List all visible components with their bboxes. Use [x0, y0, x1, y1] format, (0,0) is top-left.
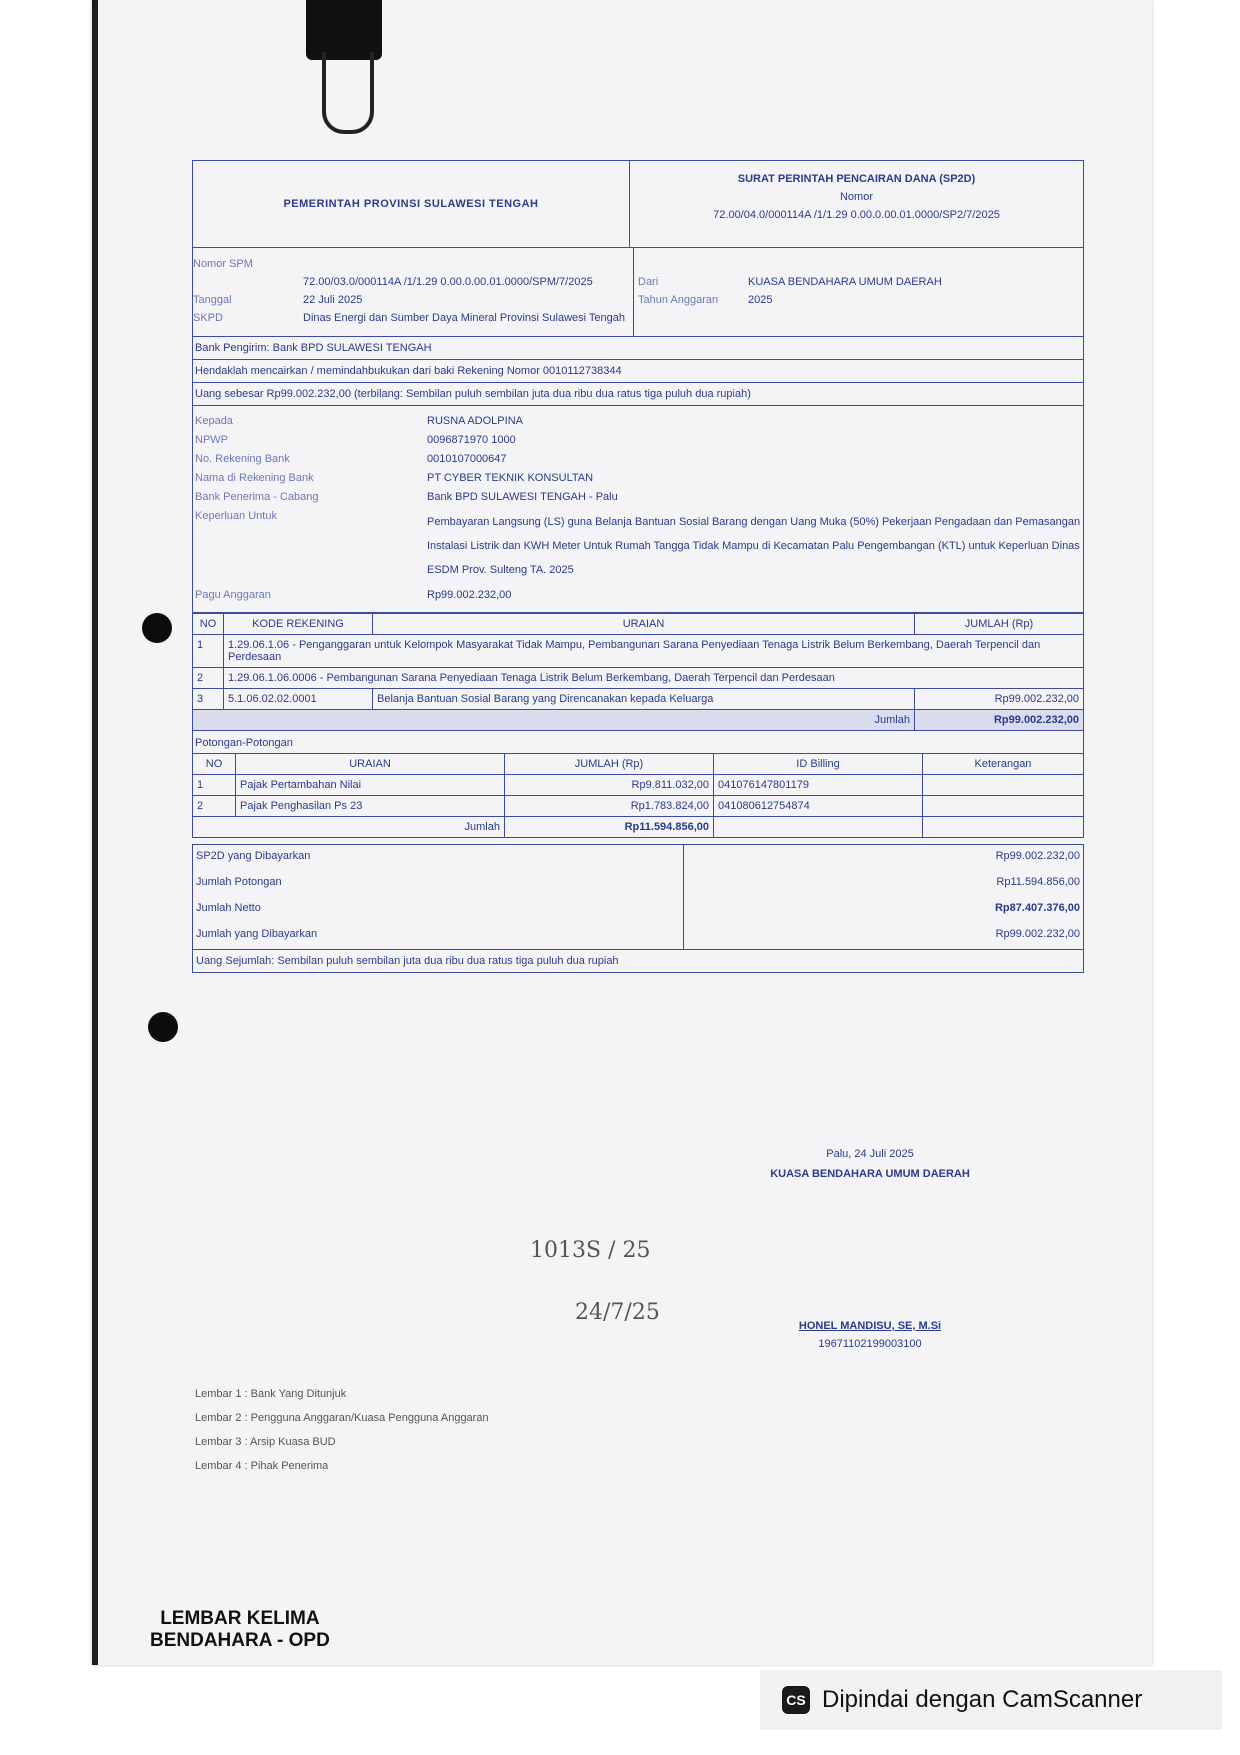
spm-label: Nomor SPM [193, 258, 253, 270]
table-header: NO [193, 754, 236, 775]
payee-label: No. Rekening Bank [195, 453, 290, 465]
dari-label: Dari [638, 276, 659, 288]
meta-right [634, 248, 1083, 336]
signer-role: KUASA BENDAHARA UMUM DAERAH [770, 1168, 970, 1180]
camscanner-watermark [760, 1670, 1222, 1730]
tahun-value: 2025 [748, 294, 773, 306]
meta-section [192, 248, 1084, 613]
government-name: PEMERINTAH PROVINSI SULAWESI TENGAH [193, 161, 630, 247]
summary-label: Jumlah Potongan [196, 876, 282, 888]
table-total-row [193, 817, 1084, 838]
skpd-value: Dinas Energi dan Sumber Daya Mineral Provinsi Sulawesi Tengah [303, 312, 626, 324]
table-header: URAIAN [373, 614, 915, 635]
camscanner-icon: CS [782, 1686, 810, 1714]
terbilang: Uang Sejumlah: Sembilan puluh sembilan juta dua ribu dua ratus tiga puluh dua rupiah [192, 950, 1084, 973]
summary-value: Rp99.002.232,00 [995, 928, 1080, 940]
bank-sender: Bank Pengirim: Bank BPD SULAWESI TENGAH [193, 336, 1083, 359]
punch-hole [142, 613, 172, 643]
tahun-label: Tahun Anggaran [638, 294, 719, 306]
binder-clip [306, 0, 382, 60]
row-billing: 041080612754874 [714, 796, 923, 817]
spm-value: 72.00/03.0/000114A /1/1.29 0.00.0.00.01.0000/SPM/7/2025 [303, 276, 593, 288]
signer-name: HONEL MANDISU, SE, M.Si [798, 1320, 942, 1332]
payee-block [193, 405, 1083, 612]
payee-label: NPWP [195, 434, 228, 446]
row-no: 1 [193, 635, 224, 668]
paper-edge [92, 0, 98, 1665]
title-block [630, 161, 1083, 247]
row-uraian: Pajak Pertambahan Nilai [236, 775, 505, 796]
total-value: Rp99.002.232,00 [915, 710, 1084, 731]
date-label: Tanggal [193, 294, 232, 306]
list-item: Lembar 4 : Pihak Penerima [195, 1460, 329, 1472]
payee-label: Pagu Anggaran [195, 589, 271, 601]
table-header: Keterangan [923, 754, 1084, 775]
payee-label: Kepada [195, 415, 233, 427]
stamp-line: BENDAHARA - OPD [150, 1630, 330, 1651]
place-date: Palu, 24 Juli 2025 [826, 1148, 914, 1160]
copy-stamp [150, 1608, 330, 1652]
table-header: JUMLAH (Rp) [915, 614, 1084, 635]
total-value: Rp11.594.856,00 [505, 817, 714, 838]
rekening-table [192, 613, 1084, 731]
table-row [193, 775, 1084, 796]
row-kode: 1.29.06.1.06 - Penganggaran untuk Kelompok Masyarakat Tidak Mampu, Pembangunan Sarana Penyediaan Tenaga Listrik Belum Berkembang, Daerah Terpencil dan Perdesaan [224, 635, 1084, 668]
nomor-value: 72.00/04.0/000114A /1/1.29 0.00.0.00.01.0000/SP2/7/2025 [713, 209, 1000, 221]
table-row [193, 668, 1084, 689]
document-header [192, 160, 1084, 248]
payee-value: Pembayaran Langsung (LS) guna Belanja Bantuan Sosial Barang dengan Uang Muka (50%) Pekerjaan Pengadaan dan Pemasangan Instalasi Listrik dan KWH Meter Untuk Rumah Tangga Tidak Mampu di Kecamatan Palu Pengembangan (KTL) untuk Keperluan Dinas ESDM Prov. Sulteng TA. 2025 [427, 516, 1081, 576]
potongan-title: Potongan-Potongan [192, 731, 1084, 753]
row-no: 2 [193, 796, 236, 817]
payee-label: Keperluan Untuk [195, 510, 277, 522]
signature-block [740, 1148, 1000, 1350]
row-jumlah: Rp9.811.032,00 [505, 775, 714, 796]
summary-label: Jumlah Netto [196, 902, 261, 914]
table-total-row [193, 710, 1084, 731]
table-header: JUMLAH (Rp) [505, 754, 714, 775]
order-line: Hendaklah mencairkan / memindahbukukan dari baki Rekening Nomor 0010112738344 [193, 359, 1083, 382]
row-jumlah: Rp99.002.232,00 [915, 689, 1084, 710]
table-row [193, 635, 1084, 668]
summary-value: Rp87.407.376,00 [994, 902, 1080, 914]
handwritten-note: 1013S / 25 [530, 1238, 651, 1263]
table-header: URAIAN [236, 754, 505, 775]
payee-label: Bank Penerima - Cabang [195, 491, 319, 503]
summary-block [192, 844, 1084, 950]
row-uraian: Belanja Bantuan Sosial Barang yang Direncanakan kepada Keluarga [373, 689, 915, 710]
payee-label: Nama di Rekening Bank [195, 472, 314, 484]
row-jumlah: Rp1.783.824,00 [505, 796, 714, 817]
payee-value: Bank BPD SULAWESI TENGAH - Palu [427, 491, 618, 503]
table-header: NO [193, 614, 224, 635]
amount-line: Uang sebesar Rp99.002.232,00 (terbilang: Sembilan puluh sembilan juta dua ribu dua ratus tiga puluh dua rupiah) [193, 382, 1083, 405]
row-billing: 041076147801179 [714, 775, 923, 796]
potongan-table [192, 753, 1084, 838]
payee-value: PT CYBER TEKNIK KONSULTAN [427, 472, 594, 484]
punch-hole [148, 1012, 178, 1042]
table-row [193, 796, 1084, 817]
stamp-line: LEMBAR KELIMA [160, 1608, 320, 1629]
table-row [193, 689, 1084, 710]
handwritten-date: 24/7/25 [575, 1300, 660, 1325]
signer-nip: 19671102199003100 [818, 1338, 922, 1350]
table-header: ID Billing [714, 754, 923, 775]
meta-left [193, 248, 634, 336]
row-no: 3 [193, 689, 224, 710]
summary-label: SP2D yang Dibayarkan [196, 850, 311, 862]
row-kode: 1.29.06.1.06.0006 - Pembangunan Sarana Penyediaan Tenaga Listrik Belum Berkembang, Daerah Terpencil dan Perdesaan [224, 668, 1084, 689]
row-keterangan [923, 775, 1084, 796]
sp2d-document [192, 160, 1084, 973]
summary-value: Rp99.002.232,00 [995, 850, 1080, 862]
payee-value: RUSNA ADOLPINA [427, 415, 523, 427]
payee-value: Rp99.002.232,00 [427, 589, 512, 601]
list-item: Lembar 3 : Arsip Kuasa BUD [195, 1436, 336, 1448]
binder-clip-wire [322, 52, 374, 134]
row-no: 1 [193, 775, 236, 796]
summary-value: Rp11.594.856,00 [996, 876, 1080, 888]
document-title: SURAT PERINTAH PENCAIRAN DANA (SP2D) [737, 173, 976, 185]
payee-value: 0010107000647 [427, 453, 507, 465]
total-label: Jumlah [193, 817, 505, 838]
dari-value: KUASA BENDAHARA UMUM DAERAH [748, 276, 942, 288]
nomor-label: Nomor [839, 191, 873, 203]
list-item: Lembar 2 : Pengguna Anggaran/Kuasa Pengguna Anggaran [195, 1412, 489, 1424]
camscanner-text: Dipindai dengan CamScanner [822, 1686, 1143, 1713]
skpd-label: SKPD [193, 312, 223, 324]
row-no: 2 [193, 668, 224, 689]
table-header: KODE REKENING [224, 614, 373, 635]
row-uraian: Pajak Penghasilan Ps 23 [236, 796, 505, 817]
payee-value: 0096871970 1000 [427, 434, 516, 446]
date-value: 22 Juli 2025 [303, 294, 363, 306]
list-item: Lembar 1 : Bank Yang Ditunjuk [195, 1388, 347, 1400]
total-label: Jumlah [193, 710, 915, 731]
row-kode: 5.1.06.02.02.0001 [224, 689, 373, 710]
distribution-list [195, 1382, 489, 1478]
summary-label: Jumlah yang Dibayarkan [196, 928, 318, 940]
row-keterangan [923, 796, 1084, 817]
